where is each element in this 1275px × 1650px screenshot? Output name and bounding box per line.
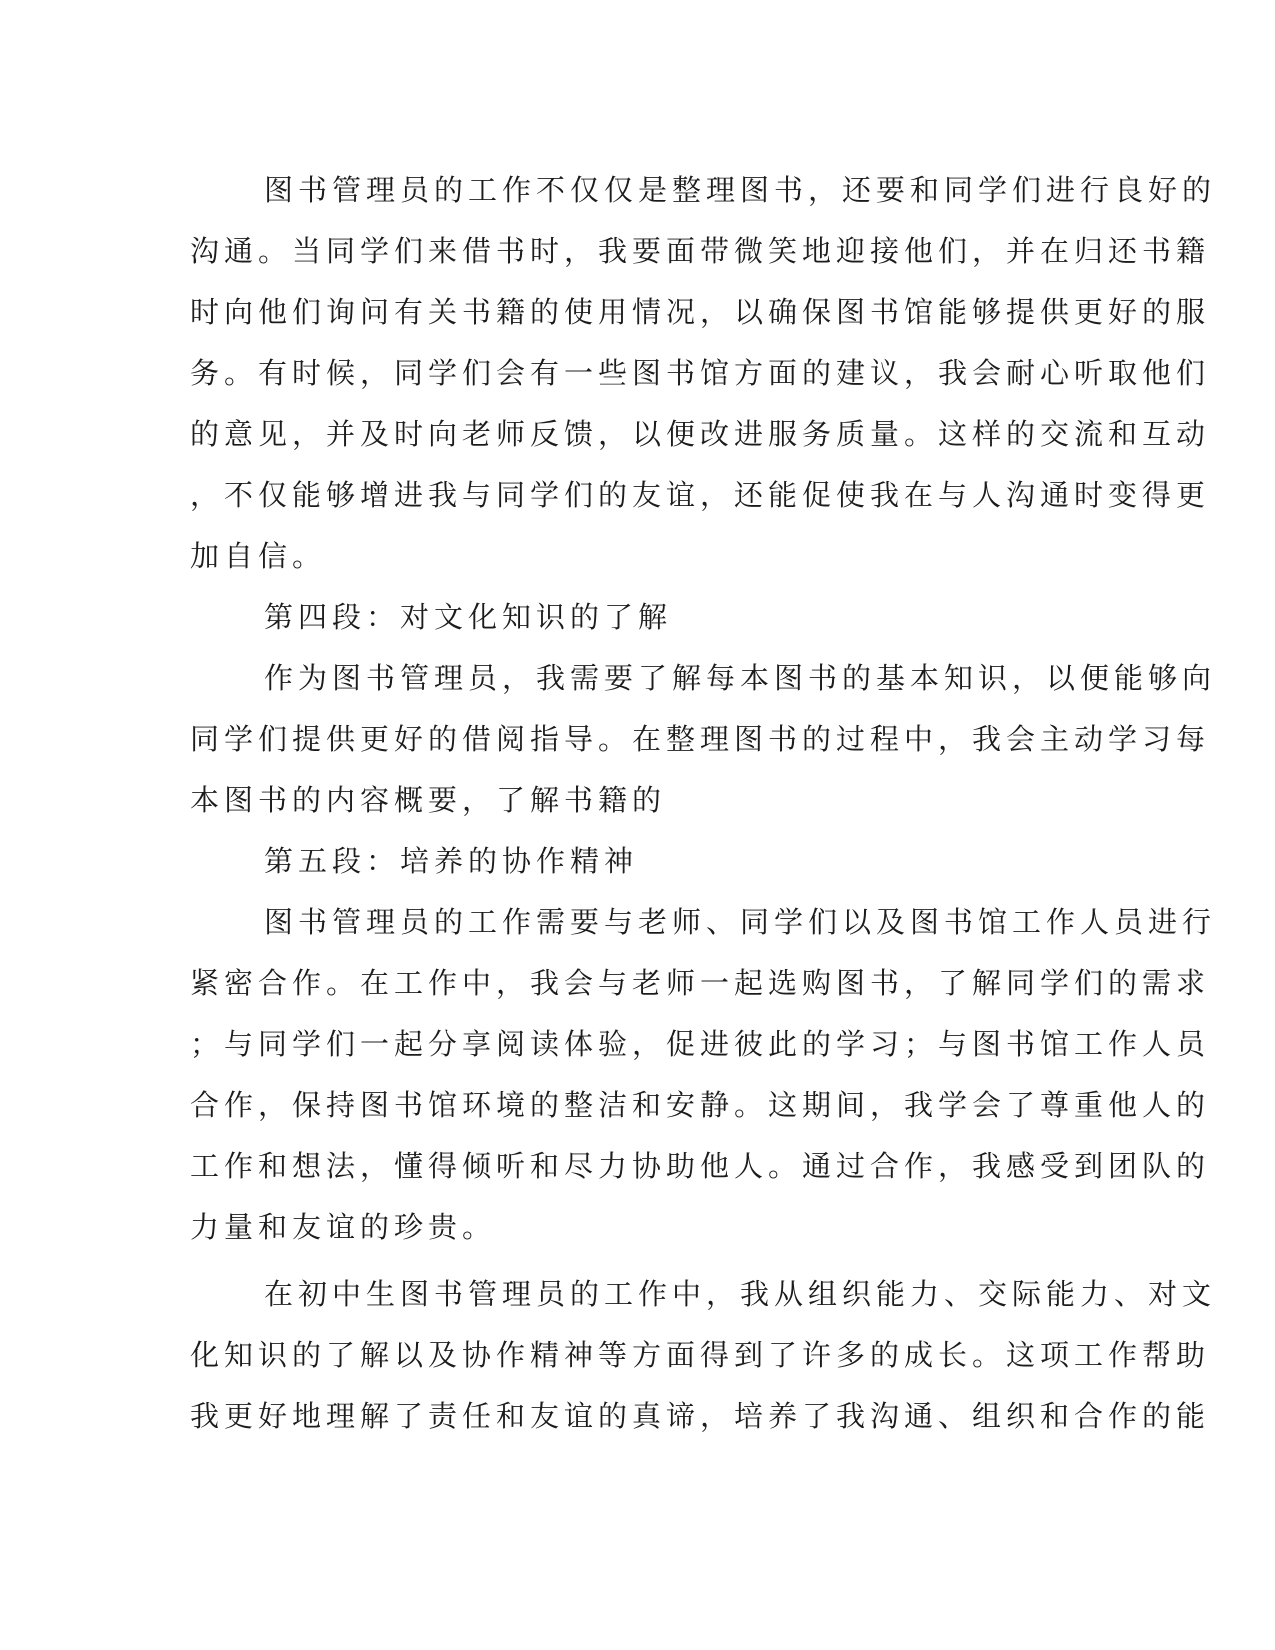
paragraph-line: 作为图书管理员，我需要了解每本图书的基本知识，以便能够向 — [264, 661, 1217, 695]
paragraph-line: ；与同学们一起分享阅读体验，促进彼此的学习；与图书馆工作人员 — [190, 1027, 1211, 1061]
paragraph-line: 加自信。 — [190, 539, 327, 573]
paragraph-line: 沟通。当同学们来借书时，我要面带微笑地迎接他们，并在归还书籍 — [190, 234, 1211, 268]
paragraph-line: 的意见，并及时向老师反馈，以便改进服务质量。这样的交流和互动 — [190, 417, 1211, 451]
paragraph-line: 我更好地理解了责任和友谊的真谛，培养了我沟通、组织和合作的能 — [190, 1399, 1211, 1433]
paragraph-line: 同学们提供更好的借阅指导。在整理图书的过程中，我会主动学习每 — [190, 722, 1211, 756]
paragraph-line: 本图书的内容概要，了解书籍的 — [190, 783, 667, 817]
paragraph-line: 紧密合作。在工作中，我会与老师一起选购图书，了解同学们的需求 — [190, 966, 1211, 1000]
paragraph-line: ，不仅能够增进我与同学们的友谊，还能促使我在与人沟通时变得更 — [190, 478, 1211, 512]
section-heading: 第四段：对文化知识的了解 — [264, 600, 673, 634]
paragraph-line: 务。有时候，同学们会有一些图书馆方面的建议，我会耐心听取他们 — [190, 356, 1211, 390]
paragraph-line: 图书管理员的工作不仅仅是整理图书，还要和同学们进行良好的 — [264, 173, 1217, 207]
paragraph-line: 图书管理员的工作需要与老师、同学们以及图书馆工作人员进行 — [264, 905, 1217, 939]
paragraph-line: 化知识的了解以及协作精神等方面得到了许多的成长。这项工作帮助 — [190, 1338, 1211, 1372]
paragraph-line: 工作和想法，懂得倾听和尽力协助他人。通过合作，我感受到团队的 — [190, 1149, 1211, 1183]
paragraph-line: 合作，保持图书馆环境的整洁和安静。这期间，我学会了尊重他人的 — [190, 1088, 1211, 1122]
section-heading: 第五段：培养的协作精神 — [264, 844, 639, 878]
paragraph-line: 时向他们询问有关书籍的使用情况，以确保图书馆能够提供更好的服 — [190, 295, 1211, 329]
paragraph-line: 在初中生图书管理员的工作中，我从组织能力、交际能力、对文 — [264, 1277, 1217, 1311]
paragraph-line: 力量和友谊的珍贵。 — [190, 1210, 497, 1244]
document-body — [190, 160, 1217, 1447]
